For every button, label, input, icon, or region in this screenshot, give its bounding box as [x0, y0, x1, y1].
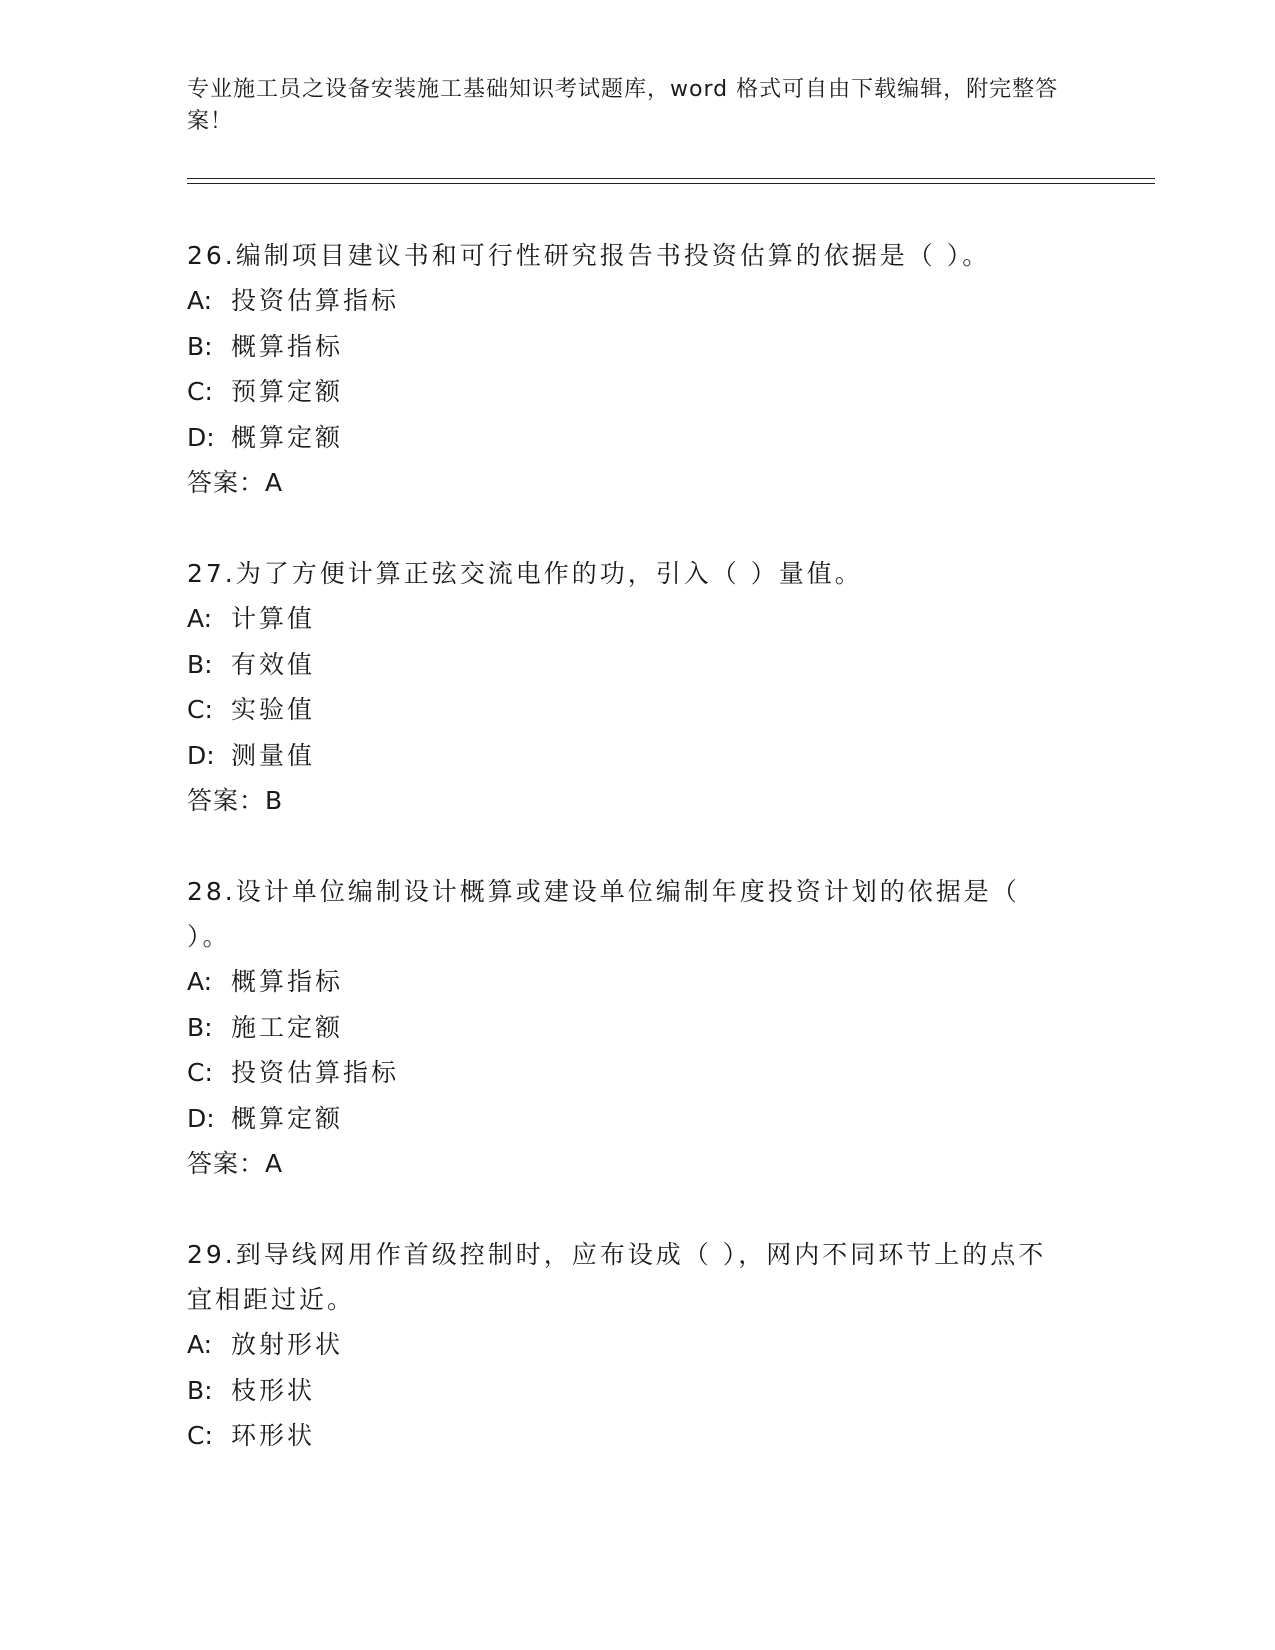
option-letter: B:: [187, 331, 213, 361]
option-text: 概算定额: [231, 422, 344, 452]
option-letter: A:: [187, 1330, 213, 1359]
option-text: 放射形状: [231, 1330, 344, 1359]
option-a: [187, 1322, 1067, 1368]
option-text: 概算指标: [231, 967, 344, 996]
option-text: 枝形状: [231, 1375, 316, 1405]
option-text: 概算指标: [231, 331, 344, 361]
option-letter: D:: [187, 1103, 215, 1133]
option-text: 投资估算指标: [231, 1058, 400, 1087]
option-letter: C:: [187, 1421, 213, 1450]
option-letter: C:: [187, 377, 213, 406]
answer-line: 答案：A: [187, 1149, 284, 1178]
question-27: [187, 551, 1067, 823]
option-b: [187, 324, 1067, 370]
option-text: 投资估算指标: [231, 286, 400, 315]
question-26: [187, 233, 1067, 505]
option-letter: C:: [187, 1058, 213, 1087]
option-d: [187, 1096, 1067, 1142]
option-text: 环形状: [231, 1421, 316, 1450]
option-letter: A:: [187, 967, 213, 996]
question-stem: 27.为了方便计算正弦交流电作的功，引入（ ）量值。: [187, 559, 863, 588]
question-28: [187, 869, 1067, 1186]
option-letter: B:: [187, 1012, 213, 1042]
option-c: [187, 687, 1067, 733]
option-d: [187, 415, 1067, 461]
question-stem: 29.到导线网用作首级控制时，应布设成（ ），网内不同环节上的点不宜相距过近。: [187, 1240, 1047, 1314]
option-text: 计算值: [231, 604, 316, 633]
question-stem: 26.编制项目建议书和可行性研究报告书投资估算的依据是（ ）。: [187, 241, 991, 270]
option-text: 实验值: [231, 695, 316, 724]
option-text: 施工定额: [231, 1012, 344, 1042]
option-a: [187, 596, 1067, 642]
option-b: [187, 642, 1067, 688]
option-c: [187, 1050, 1067, 1096]
header-divider-bottom: [187, 183, 1155, 184]
option-letter: B:: [187, 1375, 213, 1405]
option-c: [187, 369, 1067, 415]
option-d: [187, 733, 1067, 779]
document-header: 专业施工员之设备安装施工基础知识考试题库，word 格式可自由下载编辑，附完整答案！: [187, 77, 1059, 134]
answer-line: 答案：B: [187, 786, 284, 815]
question-stem: 28.设计单位编制设计概算或建设单位编制年度投资计划的依据是（ ）。: [187, 877, 1020, 951]
option-text: 测量值: [231, 740, 316, 770]
option-b: [187, 1005, 1067, 1051]
option-letter: A:: [187, 604, 213, 633]
header-divider-top: [187, 178, 1155, 179]
option-letter: D:: [187, 740, 215, 770]
option-a: [187, 959, 1067, 1005]
question-29: [187, 1232, 1067, 1459]
answer-line: 答案：A: [187, 468, 284, 497]
option-letter: B:: [187, 649, 213, 679]
option-text: 有效值: [231, 649, 316, 679]
option-letter: D:: [187, 422, 215, 452]
option-text: 概算定额: [231, 1103, 344, 1133]
option-letter: C:: [187, 695, 213, 724]
option-a: [187, 278, 1067, 324]
option-text: 预算定额: [231, 377, 344, 406]
option-letter: A:: [187, 286, 213, 315]
option-c: [187, 1413, 1067, 1459]
option-b: [187, 1368, 1067, 1414]
